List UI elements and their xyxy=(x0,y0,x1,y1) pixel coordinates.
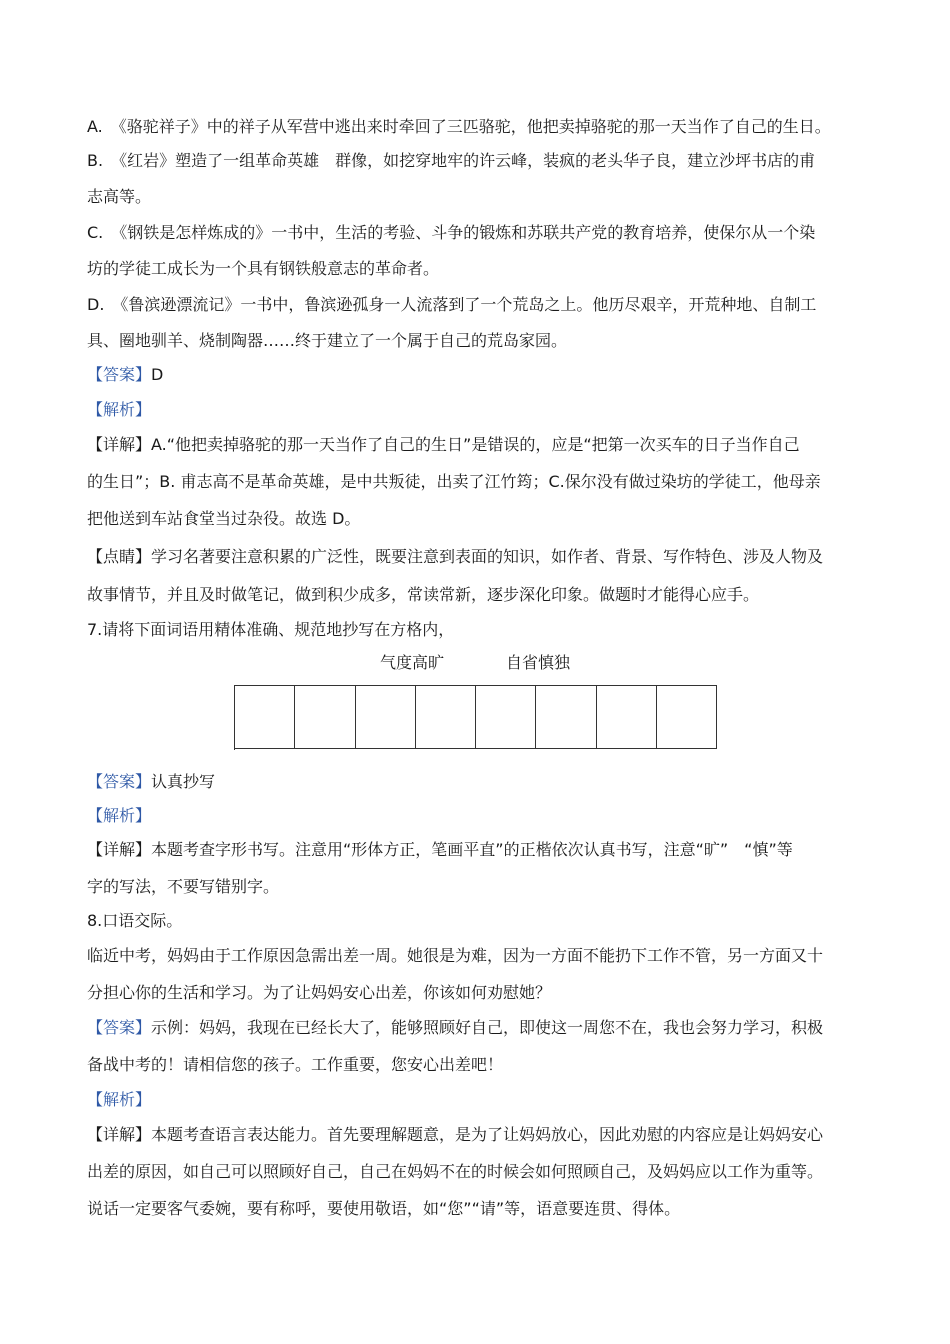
q7-detail-line-1: 【详解】本题考查字形书写。注意用“形体方正，笔画平直”的正楷依次认真书写，注意“旷” “慎”等 xyxy=(87,840,793,859)
q7-question: 7.请将下面词语用精体准确、规范地抄写在方格内， xyxy=(87,620,455,639)
q6-detail-line-1: 【详解】A.“他把卖掉骆驼的那一天当作了自己的生日”是错误的，应是“把第一次买车的日子当作自己 xyxy=(87,435,800,454)
q6-tip-line-2: 故事情节，并且及时做笔记，做到积少成多，常读常新，逐步深化印象。做题时才能得心应手。 xyxy=(87,585,760,604)
q6-tip-line-1: 【点睛】学习名著要注意积累的广泛性，既要注意到表面的知识，如作者、背景、写作特色、涉及人物及 xyxy=(87,547,824,566)
q8-detail-line-1: 【详解】本题考查语言表达能力。首先要理解题意，是为了让妈妈放心，因此劝慰的内容应是让妈妈安心 xyxy=(87,1125,824,1144)
answer-tag: 【答案】 xyxy=(87,365,152,384)
q7-word-1: 气度高旷 xyxy=(380,653,445,672)
answer-text: D xyxy=(151,365,164,384)
detail-tag: 【详解】 xyxy=(87,435,152,454)
q6-analysis-tag: 【解析】 xyxy=(87,400,152,419)
option-c-line-1: C. 《钢铁是怎样炼成的》一书中，生活的考验、斗争的锻炼和苏联共产党的教育培养，使保尔从一个染 xyxy=(87,223,816,242)
answer-text: 认真抄写 xyxy=(151,772,216,791)
q6-detail-line-3: 把他送到车站食堂当过杂役。故选 D。 xyxy=(87,509,361,528)
q8-answer-line-1: 【答案】示例：妈妈，我现在已经长大了，能够照顾好自己，即使这一周您不在，我也会努力学习，积极 xyxy=(87,1018,824,1037)
writing-grid xyxy=(234,685,717,750)
q7-analysis-tag: 【解析】 xyxy=(87,806,152,825)
grid-cell[interactable] xyxy=(657,686,717,749)
option-c-line-2: 坊的学徒工成长为一个具有钢铁般意志的革命者。 xyxy=(87,259,440,278)
q8-stem-line-2: 分担心你的生活和学习。为了让妈妈安心出差，你该如何劝慰她？ xyxy=(87,983,552,1002)
option-b-line-1: B. 《红岩》塑造了一组革命英雄 群像，如挖穿地牢的许云峰，装疯的老头华子良，建立沙坪书店的甫 xyxy=(87,151,816,170)
q8-answer-line-2: 备战中考的！请相信您的孩子。工作重要，您安心出差吧！ xyxy=(87,1055,504,1074)
q7-answer xyxy=(87,772,215,792)
option-a-line-1: A. 《骆驼祥子》中的祥子从军营中逃出来时牵回了三匹骆驼，他把卖掉骆驼的那一天当作了自己的生日。 xyxy=(87,117,831,136)
answer-tag: 【答案】 xyxy=(87,772,152,791)
option-d-line-2: 具、圈地驯羊、烧制陶器……终于建立了一个属于自己的荒岛家园。 xyxy=(87,331,568,350)
q7-detail-line-2: 字的写法，不要写错别字。 xyxy=(87,877,280,896)
q8-detail-line-3: 说话一定要客气委婉，要有称呼，要使用敬语，如“您”“请”等，语意要连贯、得体。 xyxy=(87,1199,681,1218)
grid-cell[interactable] xyxy=(476,686,536,749)
grid-cell[interactable] xyxy=(235,686,295,749)
grid-cell[interactable] xyxy=(416,686,476,749)
q7-word-2: 自省慎独 xyxy=(506,653,571,672)
grid-cell[interactable] xyxy=(295,686,355,749)
detail-tag: 【详解】 xyxy=(87,1125,152,1144)
q8-analysis-tag: 【解析】 xyxy=(87,1090,152,1109)
detail-tag: 【详解】 xyxy=(87,840,152,859)
option-b-line-2: 志高等。 xyxy=(87,187,152,206)
tip-tag: 【点睛】 xyxy=(87,547,152,566)
grid-cell[interactable] xyxy=(536,686,596,749)
grid-cell[interactable] xyxy=(356,686,416,749)
q6-answer xyxy=(87,365,163,385)
option-d-line-1: D. 《鲁滨逊漂流记》一书中，鲁滨逊孤身一人流落到了一个荒岛之上。他历尽艰辛，开荒种地、自制工 xyxy=(87,295,817,314)
q8-detail-line-2: 出差的原因，如自己可以照顾好自己，自己在妈妈不在的时候会如何照顾自己，及妈妈应以工作为重等。 xyxy=(87,1162,824,1181)
answer-tag: 【答案】 xyxy=(87,1018,152,1037)
q8-question: 8.口语交际。 xyxy=(87,911,183,930)
q8-stem-line-1: 临近中考，妈妈由于工作原因急需出差一周。她很是为难，因为一方面不能扔下工作不管，另一方面又十 xyxy=(87,946,824,965)
grid-cell[interactable] xyxy=(597,686,657,749)
q6-detail-line-2: 的生日”；B. 甫志高不是革命英雄，是中共叛徒，出卖了江竹筠；C.保尔没有做过染坊的学徒工，他母亲 xyxy=(87,472,821,491)
